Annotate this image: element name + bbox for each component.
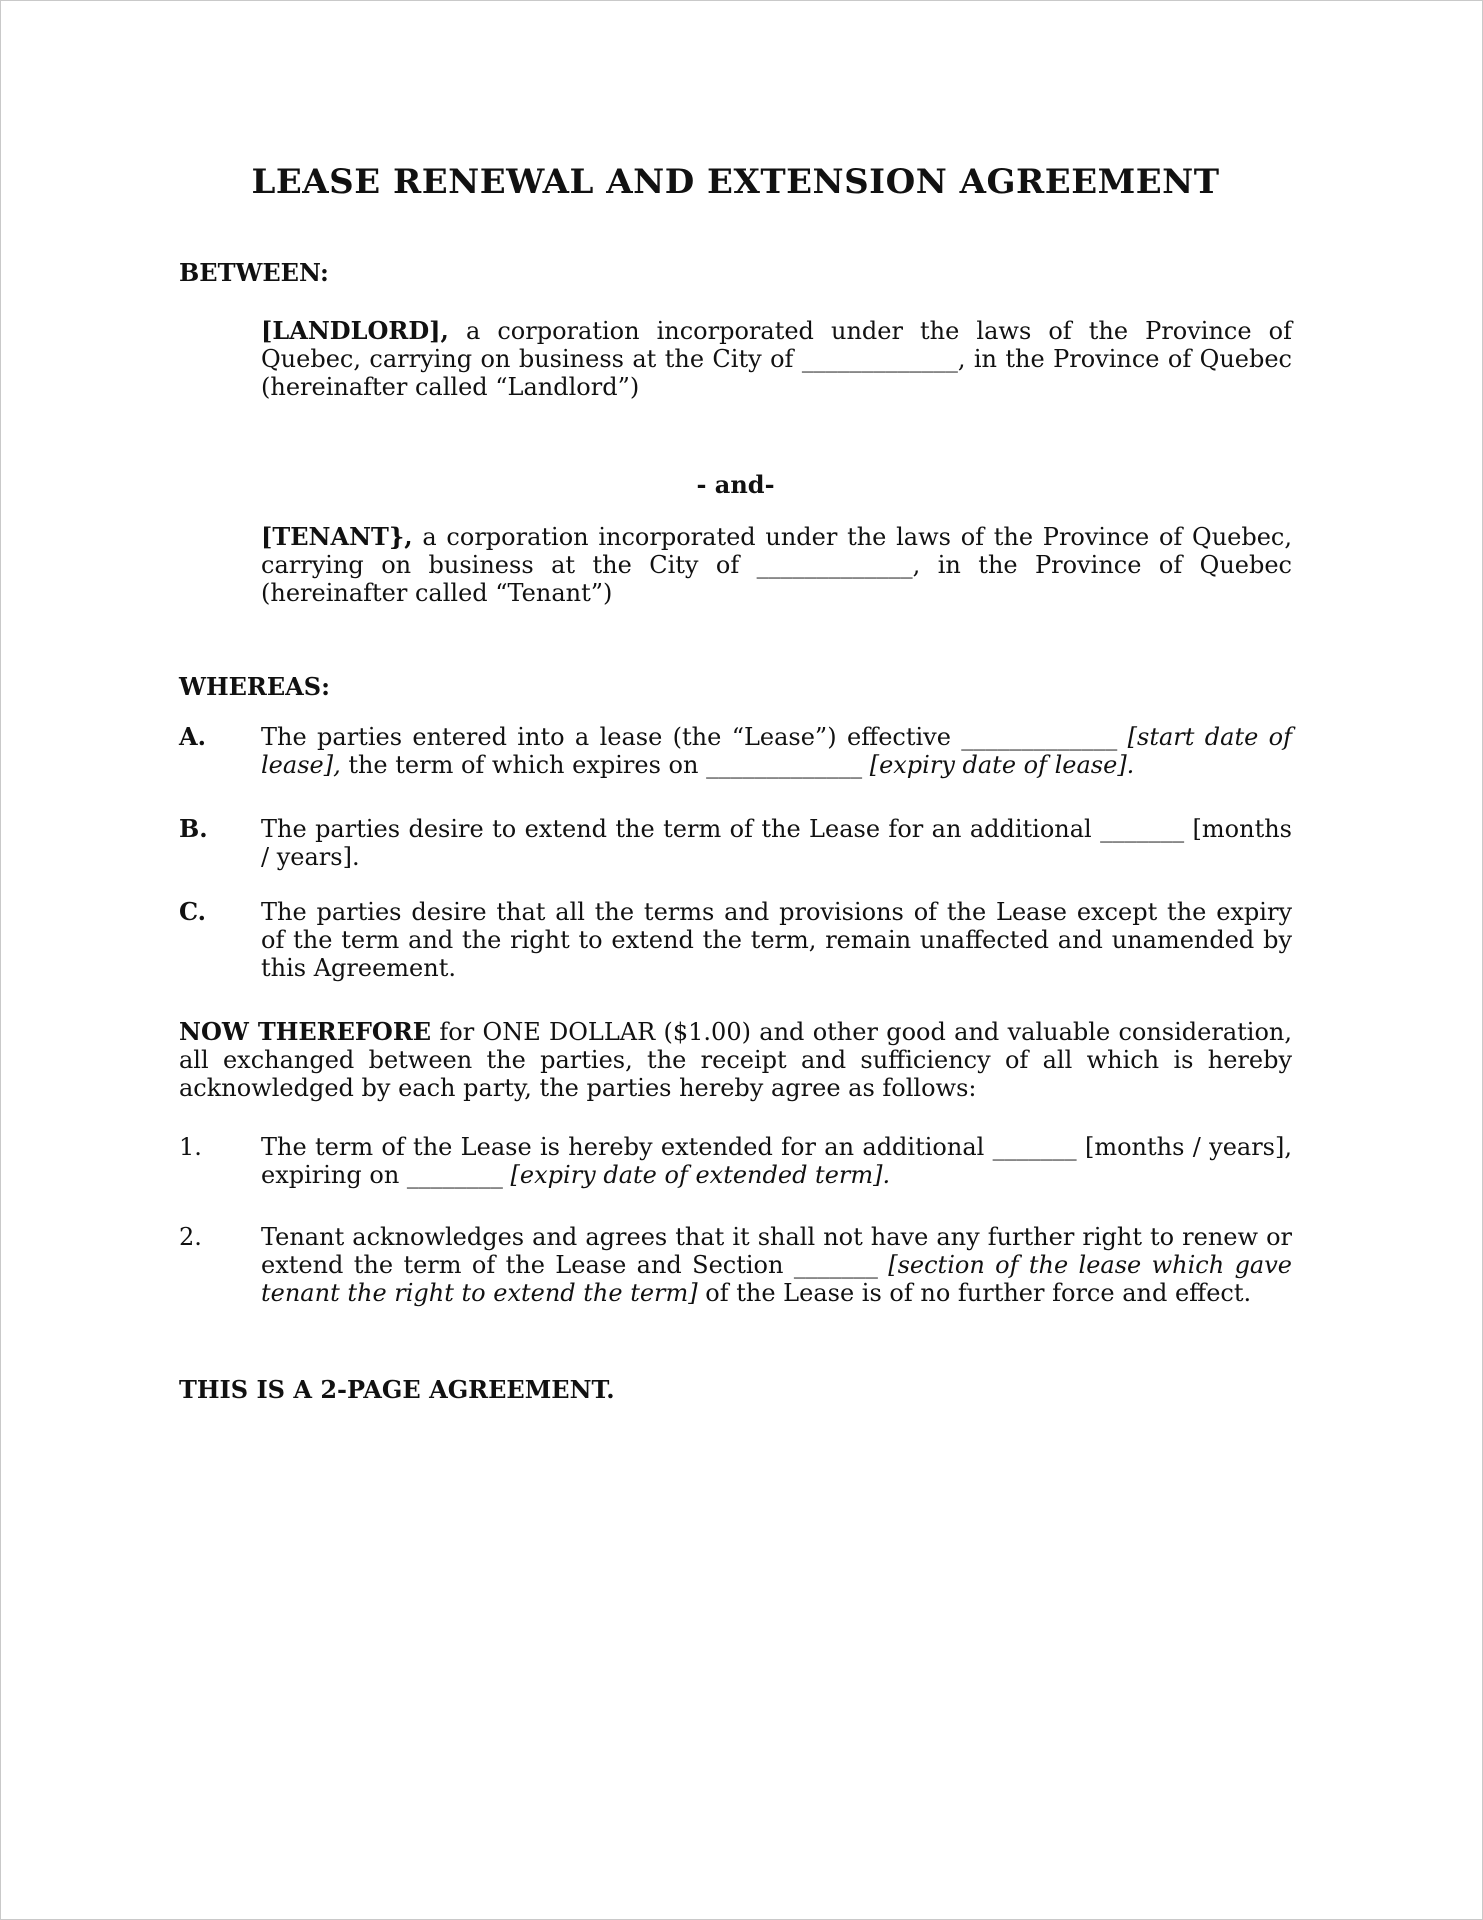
clause-label: 1. (179, 1133, 202, 1161)
clause-item-1 (179, 1133, 1292, 1189)
recital-item-a (179, 723, 1292, 779)
document-title: LEASE RENEWAL AND EXTENSION AGREEMENT (251, 162, 1220, 202)
clause-item-2 (179, 1223, 1292, 1307)
recital-item-b (179, 815, 1292, 871)
recital-label: B. (179, 814, 208, 843)
clause-body: Tenant acknowledges and agrees that it shall not have any further right to renew or extend the term of the Lease and Section _______ [section of the lease which gave tenant the right to extend the term] of the Lease is of no further force and effect. (261, 1223, 1292, 1307)
recital-item-c (179, 898, 1292, 982)
page-footer-note: THIS IS A 2-PAGE AGREEMENT. (179, 1375, 615, 1404)
whereas-heading: WHEREAS: (179, 672, 330, 701)
clause-body: The term of the Lease is hereby extended for an additional _______ [months / years], expiring on ________ [expiry date of extended term]. (261, 1133, 1292, 1189)
recital-body: The parties desire to extend the term of the Lease for an additional _______ [months / years]. (261, 815, 1292, 871)
recital-body: The parties desire that all the terms and provisions of the Lease except the expiry of the term and the right to extend the term, remain unaffected and unamended by this Agreement. (261, 898, 1292, 982)
tenant-paragraph: [TENANT}, a corporation incorporated under the laws of the Province of Quebec, carrying on business at the City of _____________, in the Province of Quebec (hereinafter called “Tenant”) (261, 522, 1292, 607)
clause-label: 2. (179, 1223, 202, 1251)
between-heading: BETWEEN: (179, 258, 329, 287)
recital-label: C. (179, 897, 207, 926)
and-separator: - and- (696, 470, 775, 499)
now-therefore-paragraph: NOW THEREFORE for ONE DOLLAR ($1.00) and other good and valuable consideration, all exchanged between the parties, the receipt and sufficiency of all which is hereby acknowledged by each party, the parties hereby agree as follows: (179, 1017, 1293, 1102)
recital-body: The parties entered into a lease (the “Lease”) effective _____________ [start date of lease], the term of which expires on _____________ [expiry date of lease]. (261, 723, 1293, 779)
recital-label: A. (179, 722, 206, 751)
landlord-paragraph: [LANDLORD], a corporation incorporated under the laws of the Province of Quebec, carrying on business at the City of _____________, in the Province of Quebec (hereinafter called “Landlord”) (261, 316, 1292, 401)
